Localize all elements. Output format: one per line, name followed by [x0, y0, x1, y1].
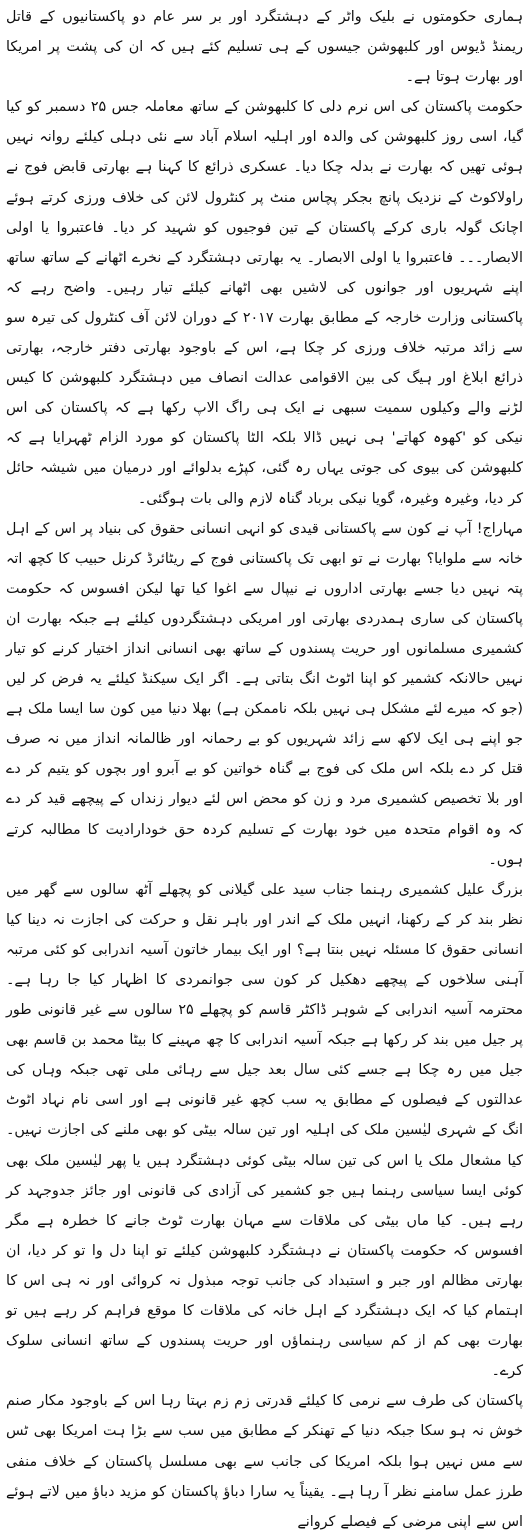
article-paragraph: حکومت پاکستان کی اس نرم دلی کا کلبھوشن کے ساتھ معاملہ جس ۲۵ دسمبر کو کیا گیا، اسی روز کلبھوشن کی والدہ اور اہلیہ اسلام آباد سے نئی دہلی کیلئے روانہ نہیں ہوئی تھیں کہ بھارت نے بدلہ چکا دیا۔ عسکری ذرائع کا کہنا ہے بھارتی قابض فوج نے راولاکوٹ کے نزدیک پانچ بجکر پچاس منٹ پر کنٹرول لائن کی خلاف ورزی کرتے ہوئے اچانک گولہ باری کرکے پاکستان کے تین فوجیوں کو شہید کر دیا۔ فاعتبروا یا اولی الابصار۔۔۔ فاعتبروا یا اولی الابصار۔ یہ بھارتی دہشتگرد کے نخرے اٹھانے کے ساتھ ساتھ اپنے شہریوں اور جوانوں کی لاشیں بھی اٹھانے کیلئے تیار رہیں۔ واضح رہے کہ پاکستانی وزارت خارجہ کے مطابق بھارت ۲۰۱۷ کے دوران لائن آف کنٹرول کی تیرہ سو سے زائد مرتبہ خلاف ورزی کر چکا ہے، اس کے باوجود بھارتی دفتر خارجہ، بھارتی ذرائع ابلاغ اور ہیگ کی بین الاقوامی عدالت انصاف میں دہشتگرد کلبھوشن کا کیس لڑنے والے وکیلوں سمیت سبھی نے ایک ہی راگ الاپ رکھا ہے کہ پاکستان کی اس نیکی کو 'کھوہ کھاتے' ہی نہیں ڈالا بلکہ الٹا پاکستان کو مورد الزام ٹھہرایا ہے کہ کلبھوشن کی بیوی کی جوتی یہاں رہ گئی، کپڑے بدلوائے اور درمیان میں شیشہ حائل کر دیا، وغیرہ وغیرہ، گویا نیکی برباد گناہ لازم والی بات ہوگئی۔ — [6, 99, 523, 507]
article-paragraph: ہماری حکومتوں نے بلیک واٹر کے دہشتگرد اور بر سر عام دو پاکستانیوں کے قاتل ریمنڈ ڈیوس اور کلبھوشن جیسوں کے ہی تسلیم کئے ہیں کہ ان کی پشت پر امریکا اور بھارت ہوتا ہے۔ — [6, 9, 523, 86]
article-paragraph: مہاراج! آپ نے کون سے پاکستانی قیدی کو انہی انسانی حقوق کی بنیاد پر اس کے اہل خانہ سے ملوایا؟ بھارت نے تو ابھی تک پاکستانی فوج کے ریٹائرڈ کرنل حبیب کا کچھ اتہ پتہ نہیں دیا جسے بھارتی اداروں نے نیپال سے اغوا کیا تھا لیکن افسوس کہ حکومت پاکستان کی ساری ہمدردی بھارتی اور امریکی دہشتگردوں کیلئے ہے جبکہ بھارت ان کشمیری مسلمانوں اور حریت پسندوں کے ساتھ بھی انسانی انداز اختیار کرنے کو تیار نہیں حالانکہ کشمیر کو اپنا اٹوٹ انگ بتاتی ہے۔ اگر ایک سیکنڈ کیلئے یہ فرض کر لیں (جو کہ میرے لئے مشکل ہی نہیں بلکہ ناممکن ہے) بھلا دنیا میں کون سا ایسا ملک ہے جو اپنے ہی ایک لاکھ سے زائد شہریوں کو بے رحمانہ اور ظالمانہ انداز میں نہ صرف قتل کر دے بلکہ اس ملک کی فوج بے گناہ خواتین کو بے آبرو اور بچوں کو یتیم کر دے اور بلا تخصیص کشمیری مرد و زن کو محض اس لئے دیوار زنداں کے پیچھے قید کر دے کہ وہ اقوام متحدہ میں خود بھارت کے تسلیم کردہ حق خودارادیت کا مطالبہ کرتے ہوں۔ — [6, 520, 523, 868]
article-paragraph: بزرگ علیل کشمیری رہنما جناب سید علی گیلانی کو پچھلے آٹھ سالوں سے گھر میں نظر بند کر کے رکھنا، انہیں ملک کے اندر اور باہر نقل و حرکت کی اجازت نہ دینا کیا انسانی حقوق کا مسئلہ نہیں بنتا ہے؟ اور ایک بیمار خاتون آسیہ اندرابی کو کئی مرتبہ آہنی سلاخوں کے پیچھے دھکیل کر کون سی جوانمردی کا اظہار کیا جا رہا ہے۔ محترمہ آسیہ اندرابی کے شوہر ڈاکٹر قاسم کو پچھلے ۲۵ سالوں سے غیر قانونی طور پر جیل میں بند کر رکھا ہے جبکہ آسیہ اندرابی کا چھ مہینے کا بیٹا محمد بن قاسم بھی جیل میں رہ چکا ہے جسے کئی سال بعد جیل سے رہائی ملی تھی جبکہ وہاں کی عدالتوں کے فیصلوں کے مطابق یہ سب کچھ غیر قانونی ہے اور اسی نام نہاد اٹوٹ انگ کے شہری لیٰسین ملک کی اہلیہ اور تین سالہ بیٹی کو بھی ملنے کی اجازت نہیں۔ کیا مشعال ملک یا اس کی تین سالہ بیٹی کوئی دہشتگرد ہیں یا پھر لیٰسین ملک بھی کوئی ایسا سیاسی رہنما ہیں جو کشمیر کی آزادی کی قانونی اور جائز جدوجہد کر رہے ہیں۔ کیا ماں بیٹی کی ملاقات سے مہان بھارت ٹوٹ جانے کا خطرہ ہے مگر افسوس کہ حکومت پاکستان نے دہشتگرد کلبھوشن کیلئے تو اپنا دل وا تو کر دیا، ان بھارتی مظالم اور جبر و استبداد کی جانب توجہ مبذول نہ کروائی اور نہ ہی اس کا اہتمام کیا کہ ایک دہشتگرد کے اہل خانہ کی ملاقات کا موقع فراہم کر رہے ہیں تو بھارت بھی کم از کم سیاسی رہنماؤں اور حریت پسندوں کے ساتھ انسانی سلوک کرے۔ — [6, 881, 523, 1380]
article-paragraph: پاکستان کی طرف سے نرمی کا کیلئے قدرتی زم زم بہتا رہا اس کے باوجود مکار صنم خوش نہ ہو سکا جبکہ دنیا کے تھنکر کے مطابق میں سب سے بڑا ہت امریکا بھی ٹس سے مس نہیں ہوا بلکہ امریکا کی جانب سے بھی مسلسل پاکستان کے خلاف منفی طرز عمل سامنے نظر آ رہا ہے۔ یقیناً یہ سارا دباؤ پاکستان کو مزید دباؤ میں لاتے ہوئے اس سے اپنی مرضی کے فیصلے کروانے — [6, 1393, 523, 1530]
